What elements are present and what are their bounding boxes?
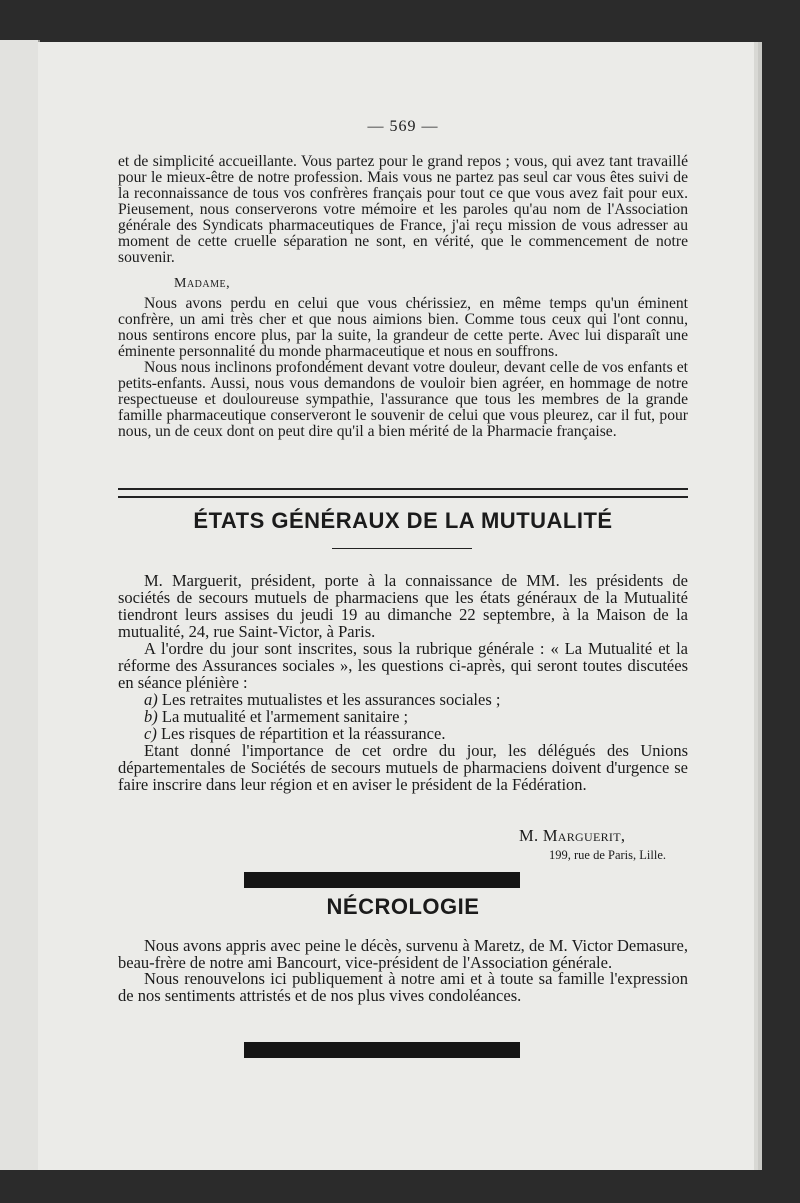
section-title-mutualite: ÉTATS GÉNÉRAUX DE LA MUTUALITÉ [193,508,613,533]
mutualite-paragraph-3: Etant donné l'importance de cet ordre du jour, les délégués des Unions départementales de Sociétés de secours mutuels de pharmaciens doivent d'urgence se faire inscrire dans leur région et en aviser le président de la Fédération. [118,741,688,794]
mutualite-section [118,572,688,793]
signature-name: M. Marguerit, [519,826,626,845]
document-page [38,42,754,1170]
section-title-necrologie: NÉCROLOGIE [326,894,480,919]
mutualite-paragraph-1: M. Marguerit, président, porte à la connaissance de MM. les présidents de sociétés de secours mutuels de pharmaciens que les états généraux de la Mutualité tiendront leurs assises du jeudi 19 au dimanche 22 septembre, à la Maison de la mutualité, 24, rue Saint-Victor, à Paris. [118,571,688,641]
agenda-item-b [144,708,688,725]
necrologie-paragraph-1: Nous avons appris avec peine le décès, survenu à Maretz, de M. Victor Demasure, beau-frère de notre ami Bancourt, vice-président de l'Association générale. [118,936,688,972]
signature-address: 199, rue de Paris, Lille. [549,848,666,862]
intro-paragraph: et de simplicité accueillante. Vous partez pour le grand repos ; vous, qui avez tant travaillé pour le mieux-être de notre profession. Mais vous ne partez pas seul car vous êtes suivi de la reconnaissance de tous vos confrères français pour tout ce que vous avez fait pour eux. Pieusement, nous conserverons votre mémoire et les paroles qu'au nom de l'Association générale des Syndicats pharmaceutiques de France, j'ai reçu mission de vous adresser au moment de cette cruelle séparation ne sont, en vérité, que le commencement de notre souvenir. [118,153,688,266]
signature-block [519,826,666,863]
mutualite-paragraph-2: A l'ordre du jour sont inscrites, sous la rubrique générale : « La Mutualité et la réforme des Assurances sociales », les questions ci-après, qui seront toutes discutées en séance plénière : [118,639,688,692]
agenda-letter: b) [144,707,158,726]
agenda-item-c [144,725,688,742]
page-number: — 569 — [367,118,439,135]
agenda-text: La mutualité et l'armement sanitaire ; [161,707,409,726]
section-divider-double [118,488,688,498]
facing-page-edge [0,40,40,1170]
necrologie-paragraph-2: Nous renouvelons ici publiquement à notre ami et à toute sa famille l'expression de nos sentiments attristés et de nos plus vives condoléances. [118,969,688,1005]
letter-paragraph-2: Nous avons perdu en celui que vous chérissiez, en même temps qu'un éminent confrère, un ami très cher et que nous aimions bien. Comme tous ceux qui l'ont connu, nous sentirons encore plus, par la suite, la grandeur de cette perte. Avec lui disparaît une éminente personnalité du monde pharmaceutique et nous en souffrons. [118,295,688,360]
title-underline [332,548,472,549]
agenda-letter: c) [144,724,157,743]
necrologie-section [118,938,688,1004]
agenda-letter: a) [144,690,158,709]
salutation: Madame, [174,276,231,291]
agenda-text: Les retraites mutualistes et les assurances sociales ; [161,690,501,709]
letter-paragraph-3: Nous nous inclinons profondément devant votre douleur, devant celle de vos enfants et petits-enfants. Aussi, nous vous demandons de vouloir bien agréer, en hommage de notre respectueuse et douloureuse sympathie, l'assurance que tous les membres de la grande famille pharmaceutique conserveront le souvenir de celui que vous pleurez, car il fut, pour nous, un de ceux dont on peut dire qu'il a bien mérité de la Pharmacie française. [118,359,688,440]
black-rule-bottom [244,1042,520,1058]
letter-continuation [118,154,688,440]
agenda-text: Les risques de répartition et la réassurance. [160,724,446,743]
agenda-item-a [144,691,688,708]
black-rule-top [244,872,520,888]
